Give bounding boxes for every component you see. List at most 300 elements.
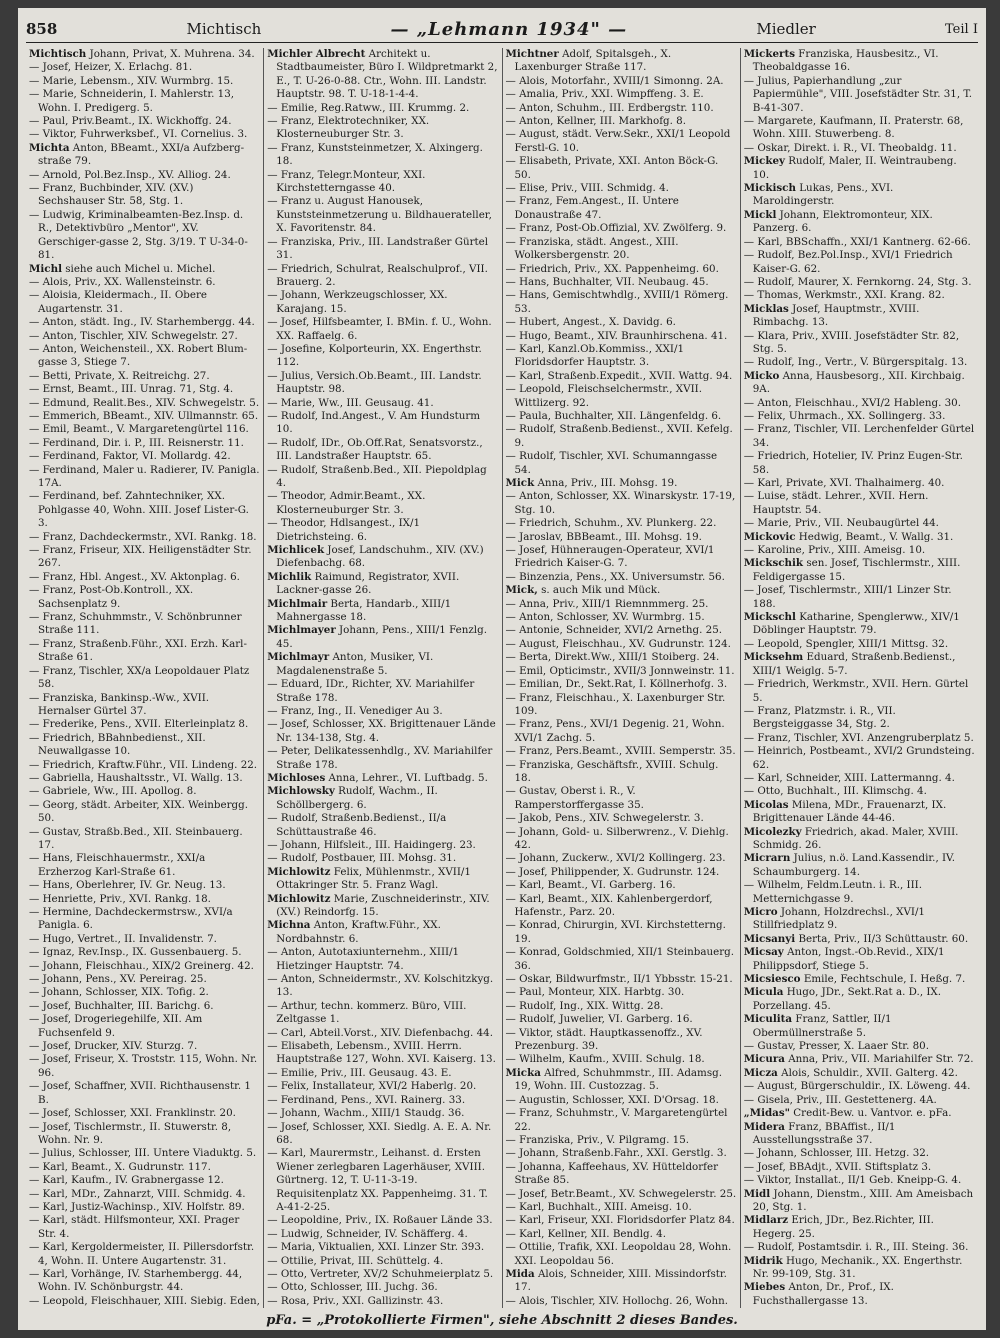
entry-surname: Midlarz: [743, 1214, 789, 1227]
entry-surname: Mickey: [743, 155, 785, 168]
directory-entry: [744, 1241, 975, 1254]
entry-details: — Rudolf, Maurer, X. Fernkorng. 24, Stg. 3.: [743, 275, 972, 288]
directory-entry: [744, 48, 975, 75]
entry-details: — Paul, Priv.Beamt., IX. Wickhoffg. 24.: [29, 115, 232, 128]
entry-details: — Theodor, Hdlsangest., IX/1 Dietrichsteing. 6.: [267, 517, 421, 543]
directory-entry: [506, 477, 737, 490]
directory-entry: [506, 289, 737, 316]
directory-entry: [506, 1161, 737, 1188]
entry-details: — Johann, Wachm., XIII/1 Staudg. 36.: [267, 1107, 465, 1120]
entry-details: Josef, Landschuhm., XIV. (XV.) Diefenbachg. 68.: [276, 544, 484, 570]
entry-details: — Gustav, Presser, X. Laaer Str. 80.: [743, 1040, 930, 1053]
directory-entry: [506, 692, 737, 719]
entry-details: — Julius, Schlosser, III. Untere Viaduktg. 5.: [29, 1147, 257, 1160]
entry-details: — Ludwig, Schneider, IV. Schäfferg. 4.: [267, 1227, 468, 1240]
entry-surname: Mickschik: [743, 557, 804, 570]
directory-entry: [506, 919, 737, 946]
entry-details: Johann, Holzdrechsl., XVI/1 Stillfriedplatz 9.: [752, 906, 925, 932]
directory-entry: [29, 879, 260, 892]
entry-details: — Josef, Schlosser, XXI. Franklinstr. 20.: [29, 1107, 236, 1120]
entry-surname: Michlik: [267, 570, 312, 583]
entry-details: Katharine, Spenglerww., XIV/1 Döblinger Hauptstr. 79.: [752, 611, 960, 637]
directory-entry: [506, 986, 737, 999]
entry-details: — Eduard, IDr., Richter, XV. Mariahilfer Straße 178.: [267, 678, 475, 704]
entry-details: — Josef, Schaffner, XVII. Richthausenstr. 1 B.: [29, 1080, 251, 1106]
directory-entry: [506, 1214, 737, 1227]
directory-entry: [29, 370, 260, 383]
entry-details: — Karl, Private, XVI. Thalhaimerg. 40.: [743, 477, 945, 489]
entry-details: — Franz, Ing., II. Venediger Au 3.: [267, 704, 443, 717]
entry-details: Berta, Priv., II/3 Schüttaustr. 60.: [798, 932, 969, 945]
entry-details: — Henriette, Priv., XVI. Rankg. 18.: [29, 892, 211, 905]
entry-details: — Johann, Zuckerw., XVI/2 Kollingerg. 23.: [505, 852, 726, 865]
entry-details: — Josef, Hühneraugen-Operateur, XVI/1 Friedrich Kaiser-G. 7.: [505, 544, 715, 570]
directory-entry: [29, 464, 260, 491]
directory-entry: [506, 745, 737, 758]
directory-entry: [744, 1161, 975, 1174]
directory-entry: [744, 289, 975, 302]
entry-details: — Johann, Pens., XV. Pereirag. 25.: [29, 973, 207, 986]
directory-entry: [744, 182, 975, 209]
entry-details: — Hugo, Beamt., XIV. Braunhirschena. 41.: [505, 329, 728, 342]
entry-details: Eduard, Straßenb.Bedienst., XIII/1 Weiglg. 5-7.: [752, 651, 956, 677]
directory-entry: [29, 128, 260, 141]
entry-details: — Otto, Buchhalt., III. Klimschg. 4.: [743, 785, 927, 798]
directory-entry: [744, 933, 975, 946]
directory-entry: [506, 544, 737, 571]
directory-entry: [744, 1094, 975, 1107]
directory-entry: [744, 678, 975, 705]
directory-entry: [29, 1174, 260, 1187]
entry-details: — Ignaz, Rev.Insp., IX. Gussenbauerg. 5.: [29, 946, 242, 959]
directory-entry: [506, 48, 737, 75]
directory-entry: [29, 263, 260, 276]
entry-details: — Karl, Friseur, XXI. Floridsdorfer Platz 84.: [505, 1214, 735, 1227]
directory-entry: [29, 88, 260, 115]
directory-entry: [267, 370, 498, 397]
directory-entry: [29, 571, 260, 584]
directory-entry: [267, 893, 498, 920]
directory-entry: [744, 973, 975, 986]
directory-entry: [506, 1027, 737, 1054]
directory-entry: [506, 236, 737, 263]
directory-entry: [29, 1013, 260, 1040]
entry-details: — Franz, Pers.Beamt., XVIII. Semperstr. 35.: [505, 745, 736, 758]
entry-details: — Johann, Werkzeugschlosser, XX. Karajang. 15.: [267, 289, 448, 315]
entry-surname: Micro: [743, 906, 778, 918]
entry-details: Erich, JDr., Bez.Richter, III. Hegerg. 25.: [752, 1214, 934, 1240]
entry-surname: Michta: [29, 141, 70, 154]
directory-entry: [744, 142, 975, 155]
directory-entry: [267, 1228, 498, 1241]
entry-surname: Midrik: [743, 1254, 783, 1267]
directory-entry: [267, 195, 498, 235]
directory-entry: [29, 1147, 260, 1160]
entry-surname: Micksehm: [743, 651, 804, 664]
entry-details: — Josef, Friseur, X. Troststr. 115, Wohn. Nr. 96.: [29, 1053, 258, 1079]
directory-entry: [506, 1053, 737, 1066]
entry-surname: Micrarn: [743, 852, 791, 865]
entry-surname: Micura: [743, 1053, 785, 1066]
directory-entry: [29, 490, 260, 530]
entry-details: — Hans, Buchhalter, VII. Neubaug. 45.: [505, 275, 709, 288]
entry-details: — Paul, Monteur, XIX. Harbtg. 30.: [505, 986, 685, 999]
directory-entry: [506, 1228, 737, 1241]
directory-entry: [744, 276, 975, 289]
directory-entry: [506, 584, 737, 597]
entry-details: — Jaroslav, BBBeamt., III. Mohsg. 19.: [505, 530, 702, 543]
entry-details: — Franziska, städt. Angest., XIII. Wolkersbergenstr. 20.: [505, 235, 679, 262]
directory-entry: [29, 986, 260, 999]
directory-entry: [744, 1067, 975, 1080]
entry-surname: Michna: [267, 919, 311, 932]
entry-details: — Heinrich, Postbeamt., XVI/2 Grundsteing. 62.: [743, 745, 975, 771]
directory-entry: [267, 544, 498, 571]
directory-entry: [29, 718, 260, 731]
entry-details: Anna, Priv., VII. Mariahilfer Str. 72.: [788, 1053, 974, 1066]
directory-entry: [267, 705, 498, 718]
directory-entry: [744, 1107, 975, 1120]
directory-entry: [506, 678, 737, 691]
entry-details: — Marie, Priv., VII. Neubaugürtel 44.: [743, 517, 939, 530]
directory-entry: [29, 759, 260, 772]
entry-details: — Emilian, Dr., Sekt.Rat, I. Köllnerhofg. 3.: [505, 678, 728, 691]
entry-details: — Arnold, Pol.Bez.Insp., XV. Alliog. 24.: [29, 168, 231, 181]
entry-surname: Micolas: [743, 798, 789, 811]
directory-entry: [744, 1121, 975, 1148]
entry-details: Milena, MDr., Frauenarzt, IX. Brigittenauer Lände 44-46.: [752, 798, 947, 825]
directory-entry: [267, 839, 498, 852]
directory-entry: [29, 383, 260, 396]
directory-entry: [506, 222, 737, 235]
entry-details: — Franziska, Priv., V. Pilgramg. 15.: [505, 1133, 690, 1146]
entry-details: — Rudolf, Ind.Angest., V. Am Hundsturm 10.: [267, 409, 481, 436]
entry-details: — Anton, Weichensteil., XX. Robert Blum-gasse 3, Stiege 7.: [29, 342, 248, 369]
directory-entry: [744, 1255, 975, 1282]
entry-surname: „Midas": [743, 1107, 791, 1120]
entry-details: — Franziska, Geschäftsfr., XVIII. Schulg. 18.: [505, 758, 719, 784]
entry-details: — Hans, Fleischhauermstr., XXI/a Erzherzog Karl-Straße 61.: [29, 852, 206, 878]
entry-details: — Otto, Vertreter, XV/2 Schuhmeierplatz 5.: [267, 1267, 494, 1280]
entry-details: — Hans, Oberlehrer, IV. Gr. Neug. 13.: [29, 879, 226, 892]
entry-details: — Edmund, Realit.Bes., XIV. Schwegelstr. 5.: [29, 396, 260, 409]
directory-entry: [29, 75, 260, 88]
entry-details: — Marie, Ww., III. Geusaug. 41.: [267, 396, 434, 409]
directory-entry: [744, 209, 975, 236]
directory-entry: [267, 651, 498, 678]
directory-entry: [267, 289, 498, 316]
directory-entry: [267, 1241, 498, 1254]
directory-entry: [506, 665, 737, 678]
entry-details: — Anton, Autotaxiunternehm., XIII/1 Hietzinger Hauptstr. 74.: [267, 946, 460, 972]
directory-entry: [267, 598, 498, 625]
directory-entry: [744, 986, 975, 1013]
directory-entry: [267, 142, 498, 169]
directory-entry: [29, 115, 260, 128]
entry-surname: Michlicek: [267, 544, 325, 557]
entry-details: — Franziska, Priv., III. Landstraßer Gürtel 31.: [267, 235, 489, 262]
directory-entry: [506, 1067, 737, 1094]
entry-details: — Friedrich, Kraftw.Führ., VII. Lindeng. 22.: [29, 758, 258, 771]
entry-details: Johann, Pens., XIII/1 Fenzlg. 45.: [276, 624, 487, 650]
entry-details: Berta, Handarb., XIII/1 Mahnergasse 18.: [276, 597, 452, 624]
entry-details: — Elise, Priv., VIII. Schmidg. 4.: [505, 182, 669, 195]
directory-entry: [29, 1080, 260, 1107]
entry-surname: Miebes: [743, 1281, 786, 1294]
entry-details: — Franz, Schuhmstr., V. Margaretengürtel 22.: [505, 1107, 728, 1133]
entry-details: — Josef, Schlosser, XXI. Siedlg. A. E. A. Nr. 68.: [267, 1120, 492, 1146]
directory-entry: [267, 1040, 498, 1067]
entry-details: — Franz, Buchbinder, XIV. (XV.) Sechshauser Str. 58, Stg. 1.: [29, 182, 194, 208]
entry-details: Johann, Privat, X. Muhrena. 34.: [89, 48, 255, 60]
entry-details: — Konrad, Goldschmied, XII/1 Steinbauerg. 36.: [505, 946, 735, 972]
entry-details: Raimund, Registrator, XVII. Lackner-gasse 26.: [276, 570, 460, 597]
entry-details: — Maria, Viktualien, XXI. Linzer Str. 393.: [267, 1241, 485, 1254]
entry-details: — Karl, Schneider, XIII. Lattermanng. 4.: [743, 771, 955, 784]
entry-details: Franz, BBAffist., II/1 Ausstellungsstraße 37.: [752, 1120, 896, 1146]
directory-entry: [29, 397, 260, 410]
directory-entry: [29, 330, 260, 343]
directory-entry: [267, 1067, 498, 1080]
entry-details: — Rudolf, IDr., Ob.Off.Rat, Senatsvorstz., III. Landstraßer Hauptstr. 65.: [267, 436, 483, 463]
directory-entry: [29, 1201, 260, 1214]
entry-details: — Johann, Straßenb.Fahr., XXI. Gerstlg. 3.: [505, 1147, 727, 1160]
directory-entry: [506, 1295, 737, 1308]
directory-entry: [29, 799, 260, 826]
entry-details: — Ottilie, Trafik, XXI. Leopoldau 28, Wohn. XXI. Leopoldau 56.: [505, 1241, 732, 1267]
directory-entry: [267, 973, 498, 1000]
entry-details: — Friedrich, Schulrat, Realschulprof., VII. Brauerg. 2.: [267, 262, 488, 288]
entry-details: — Gabriele, Ww., III. Apollog. 8.: [29, 785, 197, 798]
entry-details: — Franz, Tischler, VII. Lerchenfelder Gürtel 34.: [743, 423, 975, 449]
entry-details: — Alois, Priv., XX. Wallensteinstr. 6.: [29, 275, 216, 288]
entry-surname: Micula: [743, 986, 784, 999]
directory-entry: [506, 383, 737, 410]
entry-details: — Anton, städt. Ing., IV. Starhembergg. 44.: [29, 316, 255, 329]
entry-details: — Franz, Post-Ob.Kontroll., XX. Sachsenplatz 9.: [29, 584, 194, 610]
entry-details: — Franz, Tischler, XVI. Anzengruberplatz 5.: [743, 731, 974, 744]
entry-details: Anna, Hausbesorg., XII. Kirchbaig. 9A.: [752, 369, 965, 396]
directory-entry: [506, 490, 737, 517]
entry-details: — Karl, Kergoldermeister, II. Pillersdorfstr. 4, Wohn. II. Untere Augartenstr. 31.: [29, 1241, 255, 1267]
entry-details: — Franziska, Bankinsp.-Ww., XVII. Hernalser Gürtel 37.: [29, 691, 210, 717]
entry-details: — Margarete, Kaufmann, II. Praterstr. 68, Wohn. XIII. Stuwerbeng. 8.: [743, 115, 964, 141]
directory-entry: [744, 879, 975, 906]
directory-entry: [29, 665, 260, 692]
entry-details: — Arthur, techn. kommerz. Büro, VIII. Zeltgasse 1.: [267, 999, 467, 1026]
entry-details: — Leopoldine, Priv., IX. Roßauer Lände 33.: [267, 1214, 493, 1227]
directory-entry: [506, 370, 737, 383]
entry-details: Anton, Ingst.-Ob.Revid., XIX/1 Philippsdorf, Stiege 5.: [752, 946, 945, 972]
directory-entry: [506, 1013, 737, 1026]
directory-entry: [267, 919, 498, 946]
entry-surname: Michlmayer: [267, 624, 336, 637]
entry-details: — Johanna, Kaffeehaus, XV. Hütteldorfer Straße 85.: [505, 1160, 719, 1187]
entry-details: — Julius, Papierhandlung „zur Papiermühle", VIII. Josefstädter Str. 31, T. B-41-307.: [743, 74, 973, 114]
column-4: [740, 48, 978, 1308]
entry-details: — Leopold, Spengler, XIII/1 Mittsg. 32.: [743, 637, 949, 650]
entry-details: — Elisabeth, Lebensm., XVIII. Herrn. Hauptstraße 127, Wohn. XVI. Kaiserg. 13.: [267, 1040, 496, 1066]
entry-details: — Leopold, Fleischselchermstr., XVII. Wittlizerg. 92.: [505, 383, 702, 409]
entry-surname: Micolezky: [743, 825, 802, 838]
entry-surname: Mick,: [505, 584, 538, 597]
directory-entry: [506, 1147, 737, 1160]
entry-details: — Jakob, Pens., XIV. Schwegelerstr. 3.: [505, 812, 704, 825]
entry-details: — Anton, Schneidermstr., XV. Kolschitzkyg. 13.: [267, 973, 494, 999]
entry-details: Alfred, Schuhmmstr., III. Adamsg. 19, Wohn. III. Custozzag. 5.: [514, 1066, 722, 1093]
entry-details: — Josef, Buchhalter, III. Barichg. 6.: [29, 999, 214, 1012]
entry-surname: Michl: [29, 262, 62, 275]
entry-details: — Johann, Schlosser, III. Hetzg. 32.: [743, 1147, 930, 1160]
entry-details: Friedrich, akad. Maler, XVIII. Schmidg. 26.: [752, 825, 959, 851]
directory-entry: [506, 1241, 737, 1268]
entry-details: — Binzenzia, Pens., XX. Universumstr. 56.: [505, 570, 725, 583]
entry-details: — Hermine, Dachdeckermstrsw., XVI/a Panigla. 6.: [29, 906, 233, 932]
directory-entry: [506, 531, 737, 544]
entry-details: — Theodor, Admir.Beamt., XX. Klosterneuburger Str. 3.: [267, 490, 426, 516]
entry-details: — Johann, Gold- u. Silberwrenz., V. Diehlg. 42.: [505, 825, 729, 851]
directory-entry: [744, 785, 975, 798]
directory-entry: [29, 1241, 260, 1268]
entry-details: — Rudolf, Straßenb.Bedienst., II/a Schüttaustraße 46.: [267, 812, 447, 838]
directory-entry: [267, 263, 498, 290]
entry-details: — Felix, Installateur, XVI/2 Haberlg. 20.: [267, 1080, 477, 1093]
directory-entry: [29, 1214, 260, 1241]
directory-entry: [744, 611, 975, 638]
entry-details: — Friedrich, Schuhm., XV. Plunkerg. 22.: [505, 517, 717, 530]
entry-details: — Gabriella, Haushaltsstr., VI. Wallg. 13.: [29, 771, 243, 784]
directory-entry: [29, 450, 260, 463]
directory-entry: [267, 102, 498, 115]
entry-details: — Johann, Hilfsleit., III. Haidingerg. 23.: [267, 838, 476, 851]
part-label: Teil I: [945, 21, 978, 37]
entry-details: Hedwig, Beamt., V. Wallg. 31.: [798, 530, 954, 543]
entry-surname: Mickschl: [743, 611, 796, 624]
directory-entry: [29, 48, 260, 61]
directory-entry: [506, 1000, 737, 1013]
directory-entry: [744, 1080, 975, 1093]
entry-surname: Michlmayr: [267, 651, 330, 664]
entry-details: — Karl, Kaufm., IV. Grabnergasse 12.: [29, 1174, 224, 1187]
entry-details: — Josef, Tischlermstr., XIII/1 Linzer Str. 188.: [743, 584, 952, 610]
entry-surname: Michtner: [505, 48, 559, 60]
directory-entry: [29, 544, 260, 571]
entry-columns: [26, 48, 978, 1308]
entry-details: — Josef, Hilfsbeamter, I. BMin. f. U., Wohn. XX. Raffaelg. 6.: [267, 316, 492, 342]
directory-entry: [29, 1188, 260, 1201]
directory-entry: [744, 745, 975, 772]
entry-details: — Rosa, Priv., XXI. Gallizinstr. 43.: [267, 1294, 444, 1307]
entry-details: — Franz, Pens., XVI/1 Degenig. 21, Wohn. XVI/1 Zachg. 5.: [505, 718, 725, 744]
directory-entry: [506, 611, 737, 624]
directory-entry: [744, 1053, 975, 1066]
directory-entry: [744, 638, 975, 651]
entry-details: — Gisela, Priv., III. Gestettenerg. 4A.: [743, 1093, 937, 1106]
directory-entry: [506, 276, 737, 289]
directory-entry: [744, 410, 975, 423]
entry-details: — Franz, Platzmstr. i. R., VII. Bergsteiggasse 34, Stg. 2.: [743, 704, 896, 731]
entry-details: — August, Fleischhau., XV. Gudrunstr. 124.: [505, 637, 731, 650]
directory-entry: [506, 826, 737, 853]
entry-details: — Ottilie, Privat, III. Schüttelg. 4.: [267, 1254, 444, 1267]
directory-entry: [29, 852, 260, 879]
directory-entry: [744, 236, 975, 249]
entry-details: — Karl, Maurermstr., Leihanst. d. Ersten Wiener zerlegbaren Lagerhäuser, XVIII. Gürtnerg. 12, T. U-11-3-19. Requisitenplatz XX. Pappenheimg. 31. T. A-41-2-25.: [267, 1147, 488, 1213]
directory-entry: [29, 1121, 260, 1148]
entry-details: Alois, Schuldir., XVII. Galterg. 42.: [781, 1066, 958, 1079]
entry-surname: Michloses: [267, 771, 326, 784]
directory-entry: [506, 450, 737, 477]
entry-details: Anton, BBeamt., XXI/a Aufzberg-straße 79.: [38, 141, 245, 168]
entry-details: — Wilhelm, Kaufm., XVIII. Schulg. 18.: [505, 1053, 705, 1066]
directory-entry: [267, 1295, 498, 1308]
entry-details: — Josef, BBAdjt., XVII. Stiftsplatz 3.: [743, 1160, 932, 1173]
entry-details: — Aloisia, Kleidermach., II. Obere Augartenstr. 31.: [29, 289, 207, 315]
entry-details: — Karl, Buchhalt., XIII. Ameisg. 10.: [505, 1200, 692, 1213]
entry-details: Marie, Zuschneiderinstr., XIV. (XV.) Reindorfg. 15.: [276, 892, 490, 918]
entry-details: — Franz, Fem.Angest., II. Untere Donaustraße 47.: [505, 195, 679, 221]
directory-entry: [29, 960, 260, 973]
directory-entry: [29, 410, 260, 423]
directory-entry: [506, 1134, 737, 1147]
directory-entry: [744, 732, 975, 745]
directory-entry: [267, 316, 498, 343]
directory-entry: [506, 893, 737, 920]
directory-entry: [29, 1000, 260, 1013]
directory-entry: [29, 1107, 260, 1120]
entry-details: Anna, Priv., III. Mohsg. 19.: [537, 477, 678, 489]
book-title: — „Lehmann 1934" —: [390, 18, 628, 40]
directory-entry: [744, 584, 975, 611]
directory-entry: [267, 1255, 498, 1268]
entry-details: — Marie, Schneiderin, I. Mahlerstr. 13, Wohn. I. Predigerg. 5.: [29, 88, 235, 114]
entry-details: — Viktor, Fuhrwerksbef., VI. Cornelius. 3.: [29, 128, 248, 141]
directory-entry: [267, 1268, 498, 1281]
entry-details: — Karoline, Priv., XIII. Ameisg. 10.: [743, 544, 926, 557]
directory-entry: [29, 1161, 260, 1174]
directory-entry: [29, 343, 260, 370]
directory-entry: [744, 249, 975, 276]
directory-entry: [506, 316, 737, 329]
entry-details: — Anton, Tischler, XIV. Schwegelstr. 27.: [29, 329, 238, 342]
left-guide-word: Michtisch: [186, 20, 262, 38]
entry-details: — August, städt. Verw.Sekr., XXI/1 Leopold Ferstl-G. 10.: [505, 128, 731, 154]
entry-details: — Alois, Tischler, XIV. Hollochg. 26, Wohn.: [505, 1294, 729, 1307]
directory-entry: [29, 973, 260, 986]
entry-details: — Karl, Kellner, XII. Bendlg. 4.: [505, 1227, 666, 1240]
entry-details: Lukas, Pens., XVI. Maroldingerstr.: [752, 182, 894, 208]
directory-entry: [267, 852, 498, 865]
directory-entry: [744, 705, 975, 732]
entry-details: — Franz, Fleischhau., X. Laxenburger Str. 109.: [505, 691, 726, 717]
entry-details: — Karl, Justiz-Wachinsp., XIV. Holfstr. 89.: [29, 1200, 245, 1213]
directory-entry: [506, 1107, 737, 1134]
entry-details: — Klara, Priv., XVIII. Josefstädter Str. 82, Stg. 5.: [743, 329, 960, 355]
entry-details: — Rudolf, Postamtsdir. i. R., III. Steing. 36.: [743, 1241, 969, 1254]
directory-entry: [29, 437, 260, 450]
entry-details: — August, Bürgerschuldir., IX. Löweng. 44.: [743, 1080, 971, 1093]
entry-details: — Franz, Kunststeinmetzer, X. Alxingerg. 18.: [267, 141, 483, 168]
entry-details: — Carl, Abteil.Vorst., XIV. Diefenbachg. 44.: [267, 1026, 493, 1039]
directory-entry: [744, 397, 975, 410]
entry-details: — Franz, Telegr.Monteur, XXI. Kirchstetterngasse 40.: [267, 168, 426, 195]
directory-entry: [29, 638, 260, 665]
entry-details: sen. Josef, Tischlermstr., XIII. Feldigergasse 15.: [752, 557, 961, 583]
entry-surname: Mick: [505, 477, 535, 489]
entry-details: — Otto, Schlosser, III. Juchg. 36.: [267, 1281, 438, 1294]
directory-entry: [267, 464, 498, 491]
directory-entry: [744, 330, 975, 357]
